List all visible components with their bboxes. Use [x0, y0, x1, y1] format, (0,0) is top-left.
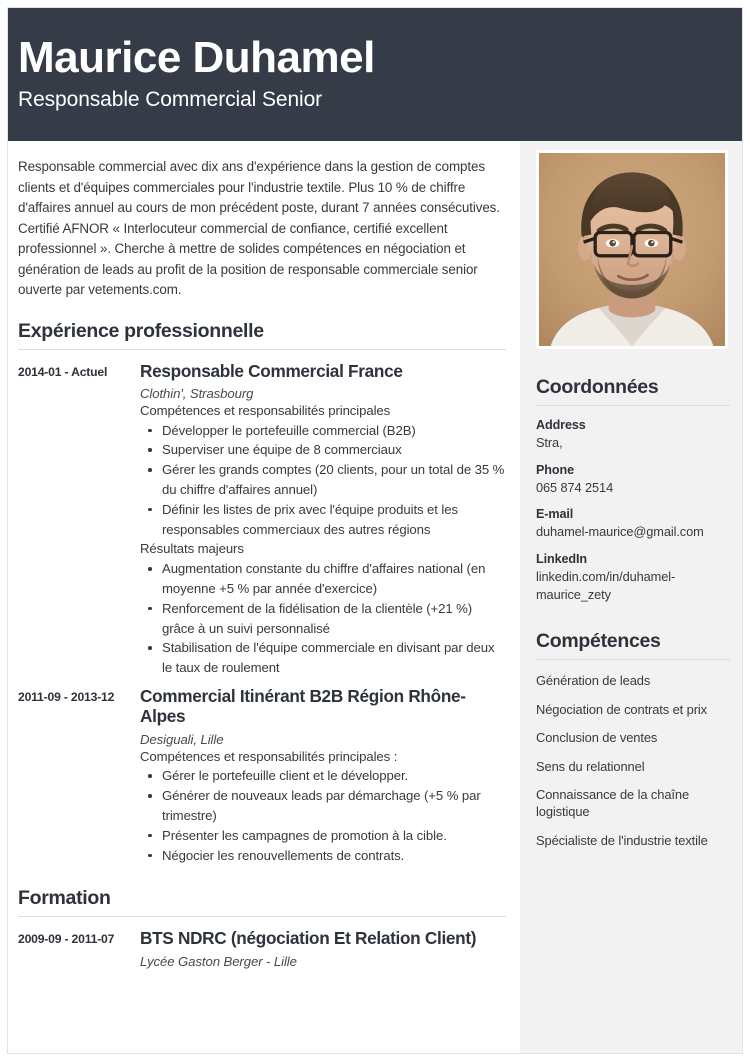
entry-body — [140, 686, 506, 865]
section-heading-experience: Expérience professionnelle — [18, 319, 264, 342]
entry-date: 2014-01 - Actuel — [18, 364, 108, 379]
experience-entry — [18, 686, 506, 865]
section-heading-education: Formation — [18, 887, 111, 910]
sidebar — [520, 141, 743, 1054]
list-item: Connaissance de la chaîne logistique — [536, 786, 690, 820]
education-entry — [18, 928, 506, 968]
list-item: Stabilisation de l'équipe commerciale en divisant par deux le taux de roulement — [140, 638, 506, 678]
entry-title: Responsable Commercial France — [140, 360, 403, 381]
contact-value-phone[interactable]: 065 874 2514 — [536, 479, 614, 495]
resume-sheet — [7, 7, 743, 1054]
list-item: Gérer les grands comptes (20 clients, pour un total de 35 % du chiffre d'affaires annuel) — [140, 460, 506, 500]
profile-photo — [539, 153, 725, 346]
list-item: Générer de nouveaux leads par démarchage (+5 % par trimestre) — [140, 786, 506, 826]
main-column — [8, 141, 520, 1054]
resume-body — [8, 141, 743, 1054]
sidebar-heading-contact: Coordonnées — [536, 376, 659, 398]
contact-label-phone: Phone — [536, 462, 574, 477]
list-item: Présenter les campagnes de promotion à la cible. — [140, 826, 506, 846]
section-divider — [18, 349, 506, 350]
entry-organization: Lycée Gaston Berger - Lille — [140, 953, 297, 969]
contact-list — [536, 418, 730, 603]
experience-entry — [18, 361, 506, 678]
contact-value-address: Stra, — [536, 435, 563, 450]
sidebar-divider — [536, 405, 730, 406]
entry-title: Commercial Itinérant B2B Région Rhône-Alpes — [140, 685, 466, 727]
list-item: Renforcement de la fidélisation de la clientèle (+21 %) grâce à un suivi personnalisé — [140, 599, 506, 639]
sidebar-divider — [536, 659, 730, 660]
entry-bullet-list-results — [140, 559, 506, 678]
entry-body — [140, 928, 506, 968]
contact-label-linkedin: LinkedIn — [536, 551, 587, 566]
entry-bullet-list — [140, 421, 506, 540]
entry-organization: Clothin', Strasbourg — [140, 385, 254, 401]
entry-bullet-list — [140, 766, 506, 865]
entry-title: BTS NDRC (négociation Et Relation Client) — [140, 928, 477, 949]
entry-organization: Desiguali, Lille — [140, 731, 224, 747]
list-item: Négociation de contrats et prix — [536, 701, 708, 717]
entry-date: 2009-09 - 2011-07 — [18, 932, 115, 947]
list-item: Augmentation constante du chiffre d'affaires national (en moyenne +5 % par année d'exercice) — [140, 559, 506, 599]
resume-header — [8, 8, 743, 141]
page-title: Maurice Duhamel — [18, 33, 375, 82]
entry-body — [140, 361, 506, 678]
professional-summary: Responsable commercial avec dix ans d'expérience dans la gestion de comptes clients et d'équipes commerciales pour l'industrie textile. Plus 10 % de chiffre d'affaires annuel au cours de mon précédent poste, durant 7 années consécutives. Certifié AFNOR « Interlocuteur commercial de confiance, certifié excellent professionnel ». Cherche à mettre de solides compétences en négociation et génération de leads au profit de la position de responsable commerciale senior ouverte par vetements.com. — [18, 159, 500, 297]
list-item: Superviser une équipe de 8 commerciaux — [140, 440, 506, 460]
header-job-title: Responsable Commercial Senior — [18, 87, 323, 111]
list-item: Spécialiste de l'industrie textile — [536, 832, 708, 848]
skills-list — [536, 672, 730, 849]
entry-subheading: Compétences et responsabilités principales — [140, 402, 391, 418]
list-item: Développer le portefeuille commercial (B2B) — [140, 421, 506, 441]
section-divider — [18, 916, 506, 917]
entry-subheading: Compétences et responsabilités principales : — [140, 748, 398, 764]
entry-date: 2011-09 - 2013-12 — [18, 689, 115, 704]
contact-value-email[interactable]: duhamel-maurice@gmail.com — [536, 524, 704, 540]
list-item: Génération de leads — [536, 673, 651, 689]
contact-label-address: Address — [536, 418, 586, 432]
contact-label-email: E-mail — [536, 507, 574, 522]
list-item: Conclusion de ventes — [536, 730, 658, 746]
list-item: Gérer le portefeuille client et le développer. — [140, 766, 506, 786]
list-item: Sens du relationnel — [536, 758, 645, 774]
contact-value-linkedin[interactable]: linkedin.com/in/duhamel-maurice_zety — [536, 568, 676, 602]
avatar — [536, 150, 728, 349]
entry-subheading-results: Résultats majeurs — [140, 541, 244, 557]
list-item: Négocier les renouvellements de contrats. — [140, 846, 506, 866]
list-item: Définir les listes de prix avec l'équipe produits et les responsables commerciaux des autres régions — [140, 500, 506, 540]
sidebar-heading-skills: Compétences — [536, 630, 661, 653]
